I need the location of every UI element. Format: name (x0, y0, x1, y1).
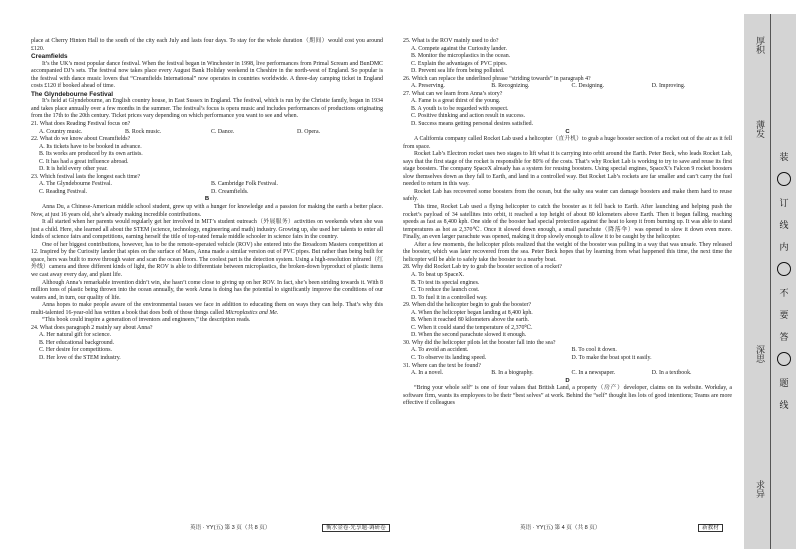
paragraph-b4: Although Anna’s remarkable invention didn’t win, she hasn’t come close to giving up on her ROV. In fact, she’s been striding towards it. With 8 million tons of plastic being thrown into the ocean annually, the work Anna is doing has the potential to significantly improve the conditions of our waters and, in turn, our quality of life. (31, 279, 383, 301)
paragraph-b5 (31, 302, 383, 317)
option: D. It is held every other year. (39, 166, 108, 173)
question-24: 24. What does paragraph 2 mainly say about Anna? (31, 324, 153, 331)
option: D. Improving. (651, 83, 686, 90)
strip-word: 厚积 (754, 36, 764, 54)
option: B. A youth is to be regarded with respect. (411, 105, 509, 112)
paragraph-b5-end: . (276, 309, 279, 316)
option: C. When it could stand the temperature of 2,370℃. (411, 324, 533, 331)
section-d-heading: D (565, 377, 570, 384)
option: B. Monitor the microplastics in the ocean. (411, 53, 511, 60)
option: D. Creamfields. (211, 188, 249, 195)
option: B. In a biography. (491, 370, 534, 377)
option: A. To avoid an accident. (411, 347, 469, 354)
intro-text: place at Cherry Hinton Hall to the south of the city each July and lasts four days. To stay for the whole duration（期间）would cost you around £120. (31, 38, 383, 52)
option: B. Rock music. (125, 128, 162, 135)
paragraph-b3: One of her biggest contributions, however, has to be the remote-operated vehicle (ROV) she entered into the Broadcom Masters competition at 12. Inspired by the Curiosity lander that spies on the surface of Mars, Anna made a similar version out of PVC pipes. But rather than being built for space, hers was built to move through water and scan the ocean floors. The coolest part is the detection system. Using a high-resolution infrared（红外线）camera and three different kinds of light, the ROV is able to differentiate between microplastics, the broken-down byproduct of plastic items we cast away every day, and plant life. (31, 241, 383, 278)
option: A. In a novel. (411, 370, 444, 377)
option: B. When it reached 80 kilometers above the earth. (411, 317, 529, 324)
option: A. Country music. (39, 128, 83, 135)
q23-options-2 (31, 189, 383, 197)
question-25: 25. What is the ROV mainly used to do? (403, 38, 499, 44)
question-23: 23. Which festival lasts the longest each time? (31, 173, 141, 180)
q30-options-2 (403, 355, 732, 363)
series-box: 衡水金卷·先享题·调研卷 (322, 524, 390, 532)
footer-left (190, 523, 390, 531)
q21-options (31, 129, 383, 137)
section-c-heading: C (565, 128, 570, 135)
question-30: 30. Why did the helicopter pilots let the booster fall into the sea? (403, 339, 556, 346)
question-29: 29. When did the helicopter begin to grab the booster? (403, 302, 532, 309)
q30-options-1 (403, 347, 732, 355)
page-number-right: 英语 · YY(五) 第 4 页（共 8 页） (520, 525, 601, 531)
page-number-left: 英语 · YY(五) 第 3 页（共 8 页） (190, 525, 271, 531)
q23-options-1 (31, 181, 383, 189)
paragraph-c5: After a few moments, the helicopter pilots realized that the weight of the booster was pulling in a way that was unsafe. They released the booster, which was later recovered from the sea. Peter Beck hopes that by learning from what happened this time, the next time the helicopter will be able to safely take the booster to a nearby boat. (403, 241, 732, 263)
q31-options (403, 370, 732, 378)
option: D. Success means getting personal desires satisfied. (411, 121, 534, 128)
edition-box: 新教材 (698, 524, 723, 532)
option: D. Prevent sea life from being polluted. (411, 68, 505, 75)
strip-word: 求异 (754, 480, 764, 498)
question-27: 27. What can we learn from Anna’s story? (403, 90, 503, 97)
option: A. Compete against the Curiosity lander. (411, 45, 508, 52)
footer-right (520, 523, 723, 531)
left-column (31, 38, 383, 363)
option: B. Its works are produced by its own artists. (39, 151, 143, 158)
option: A. Preserving. (411, 83, 445, 90)
option: A. Fame is a great thirst of the young. (411, 98, 501, 105)
option: D. In a textbook. (651, 370, 692, 377)
binding-char: 要 (779, 311, 789, 321)
section-b-heading: B (204, 196, 210, 203)
option: B. To cool it down. (571, 347, 617, 354)
binding-char: 题 (779, 379, 789, 389)
option: C. To reduce the launch cost. (411, 287, 480, 294)
binding-char: 线 (779, 221, 789, 231)
binding-char: 线 (779, 401, 789, 411)
option: B. Her educational background. (39, 339, 115, 346)
question-28: 28. Why did Rocket Lab try to grab the booster section of a rocket? (403, 264, 562, 271)
option: C. In a newspaper. (571, 370, 616, 377)
option: C. Designing. (571, 83, 605, 90)
paragraph-c4: This time, Rocket Lab used a flying helicopter to catch the booster as it fell back to Earth. After launching and helping push the rocket’s payload of 34 satellites into orbit, it reached a top height of about 80 kilometers above Earth. Then it began falling, reaching speeds as fast as 8,400 kph. One side of the booster had special protection against the heat to keep it from burning up. It was able to stand temperatures as hot as 2,370℃. Once it slowed down enough, a small parachute（降落伞）was opened to slow it down even more. Finally, an even larger parachute was opened, making it drop slowly enough to allow it to be caught by the helicopter. (403, 204, 732, 241)
book-title: Microplastics and Me (225, 309, 277, 316)
option: A. When the helicopter began landing at 8,400 kph. (411, 309, 533, 316)
option: A. Her natural gift for science. (39, 332, 112, 339)
binding-char: 答 (779, 333, 789, 343)
paragraph-c2: Rocket Lab’s Electron rocket uses two stages to lift what it is carrying into orbit around the Earth. Peter Beck, who leads Rocket Lab, says that the first stage of the rocket is responsible for 80% of the costs. That’s why Rocket Lab is working to try to save and reuse its first stage boosters. The company SpaceX already has a system for reusing boosters. Using special engines, SpaceX’s Falcon 9 rocket boosters slow themselves down as they fall to Earth, and land in a controlled way. But Rocket Lab’s rockets are far smaller and can’t carry the fuel needed to return in this way. (403, 151, 732, 188)
option: A. The Glyndebourne Festival. (39, 181, 113, 188)
option: C. Dance. (211, 128, 235, 135)
paragraph-b5-text: Anna hopes to make people aware of the environmental issues we face in addition to educating them on ways they can help. That’s why this multi-talented 16-year-old has written a book that does both of those things called (31, 302, 383, 316)
option: C. It has had a great influence abroad. (39, 158, 129, 165)
paragraph-glyndebourne: It’s held at Glyndebourne, an English country house, in East Sussex in England. The festival, which is run by the Christie family, began in 1934 and takes place annually over a few months in the summer. The festival’s focus is opera music and includes performances of productions originating from the 17th to the 20th century. Ticket prices vary depending on which performance you want to see and when. (31, 98, 383, 120)
paragraph-c1: A California company called Rocket Lab used a helicopter（直升机）to grab a huge booster section of a rocket out of the air as it fell from space. (403, 136, 732, 150)
paragraph-b2: It all started when her parents would regularly get her involved in MIT’s student outreach（外展服务）activities on weekends when she was just a child. Here, she learned all about the STEM (science, technology, engineering and math) industry. Growing up, she used her talents to enter all kinds of science fairs and competitions, earning herself the title of top-rated female middle schooler in science fairs in the country. (31, 219, 383, 241)
option: C. To observe its landing speed. (411, 354, 487, 361)
binding-hole (777, 262, 791, 276)
paragraph-b1: Anna Du, a Chinese-American middle school student, grew up with a hunger for knowledge and a passion for making the earth a better place. Now, at just 16 years old, she’s already making incredible contributions. (31, 204, 383, 218)
question-31: 31. Where can the text be found? (403, 362, 481, 369)
option: D. Opera. (297, 128, 321, 135)
option: D. Her love of the STEM industry. (39, 354, 121, 361)
binding-char: 不 (779, 289, 789, 299)
option: B. Cambridge Folk Festival. (211, 181, 278, 188)
q26-options (403, 83, 732, 91)
option: B. Recognizing. (491, 83, 530, 90)
paragraph-creamfields: It’s the UK’s most popular dance festival. When the festival began in Winchester in 1998, live performances from Primal Scream and BunDMC accompanied DJ’s sets. The festival now takes place every August Bank Holiday weekend in Cheshire in the north-west of England. So popular is the festival with dance music lovers that “Creamfields International” now operates in countries worldwide. A three-day camping ticket in England costs £120 if booked ahead of time. (31, 60, 383, 90)
question-22: 22. What do we know about Creamfields? (31, 136, 131, 143)
option: C. Positive thinking and action result in success. (411, 113, 526, 120)
option: A. To beat up SpaceX. (411, 271, 465, 278)
paragraph-b6: “This book could inspire a generation of inventors and engineers,” the description reads. (42, 317, 251, 324)
right-column (403, 38, 732, 408)
binding-line (770, 14, 771, 549)
binding-char: 订 (779, 199, 789, 209)
option: B. To test its special engines. (411, 279, 480, 286)
question-26: 26. Which can replace the underlined phrase “striding towards” in paragraph 4? (403, 75, 591, 82)
option: A. Its tickets have to be booked in advance. (39, 143, 142, 150)
paragraph-d1: “Bring your whole self” is one of four values that British Land, a property（房产）developer, claims on its website. Workday, a software firm, wants its employees to be their “best selves” at work. Behind the “self” thought lies lots of good intentions; Teams are more effective if colleagues (403, 385, 732, 407)
binding-hole (777, 352, 791, 366)
question-21: 21. What does Reading Festival focus on? (31, 121, 131, 128)
binding-char: 装 (779, 153, 789, 163)
option: D. When the second parachute slowed it enough. (411, 332, 527, 339)
option: C. Reading Festival. (39, 188, 88, 195)
heading-creamfields: Creamfields (31, 53, 68, 61)
option: C. Her desire for competitions. (39, 347, 112, 354)
paragraph-c3: Rocket Lab has recovered some boosters from the ocean, but the salty sea water can damage boosters and make them hard to reuse safely. (403, 188, 732, 203)
heading-glyndebourne: The Glyndebourne Festival (31, 90, 114, 98)
option: C. Explain the advantages of PVC pipes. (411, 60, 508, 67)
strip-word: 薄发 (754, 120, 764, 138)
binding-char: 内 (779, 243, 789, 253)
binding-hole (777, 172, 791, 186)
option: D. To make the boat spot it easily. (571, 354, 652, 361)
strip-word: 深思 (754, 345, 764, 363)
option: D. To fuel it in a controlled way. (411, 294, 488, 301)
